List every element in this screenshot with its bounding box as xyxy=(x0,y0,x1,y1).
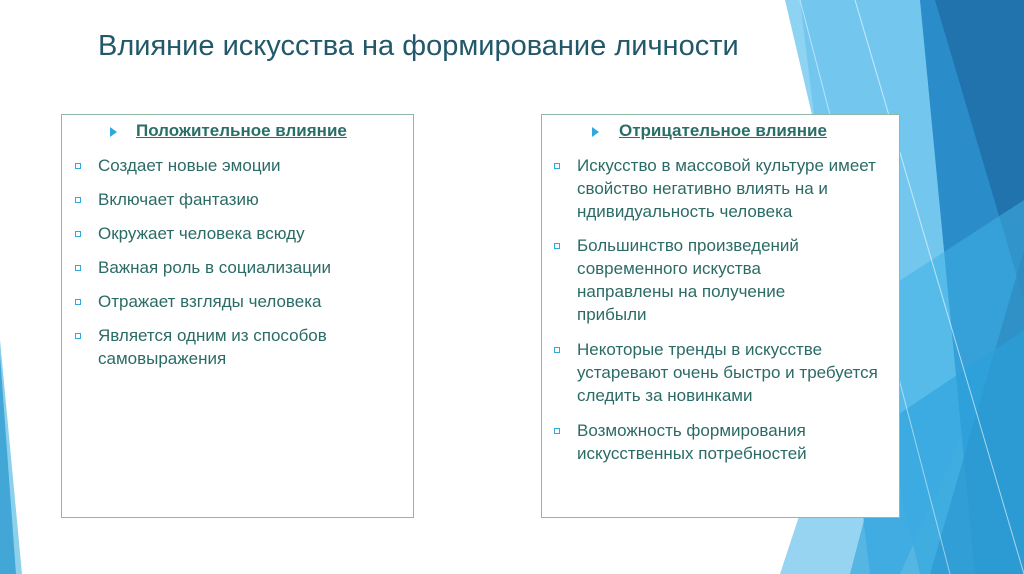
bullet-icon xyxy=(75,299,81,305)
negative-heading: Отрицательное влияние xyxy=(619,121,827,140)
positive-heading: Положительное влияние xyxy=(136,121,347,140)
arrow-icon xyxy=(110,127,117,137)
bullet-icon xyxy=(75,163,81,169)
bullet-icon xyxy=(75,333,81,339)
list-item: Возможность формирования искусственных потребностей xyxy=(577,421,807,463)
bullet-icon xyxy=(75,265,81,271)
positive-panel xyxy=(61,114,414,518)
page-title: Влияние искусства на формирование личности xyxy=(98,30,739,62)
bullet-icon xyxy=(554,163,560,169)
list-item: Окружает человека всюду xyxy=(98,224,305,243)
list-item: Некоторые тренды в искусстве устаревают очень быстро и требуется следить за новинками xyxy=(577,340,878,405)
list-item: Большинство произведений современного искуства направлены на получение прибыли xyxy=(577,236,799,324)
list-item: Включает фантазию xyxy=(98,190,259,209)
list-item: Создает новые эмоции xyxy=(98,156,281,175)
negative-panel xyxy=(541,114,900,518)
list-item: Важная роль в социализации xyxy=(98,258,331,277)
bullet-icon xyxy=(554,243,560,249)
bullet-icon xyxy=(75,197,81,203)
list-item: Искусство в массовой культуре имеет свойство негативно влиять на и ндивидуальность человека xyxy=(577,156,876,221)
bullet-icon xyxy=(554,428,560,434)
arrow-icon xyxy=(592,127,599,137)
bullet-icon xyxy=(75,231,81,237)
list-item: Является одним из способов самовыражения xyxy=(98,326,327,368)
list-item: Отражает взгляды человека xyxy=(98,292,322,311)
bullet-icon xyxy=(554,347,560,353)
